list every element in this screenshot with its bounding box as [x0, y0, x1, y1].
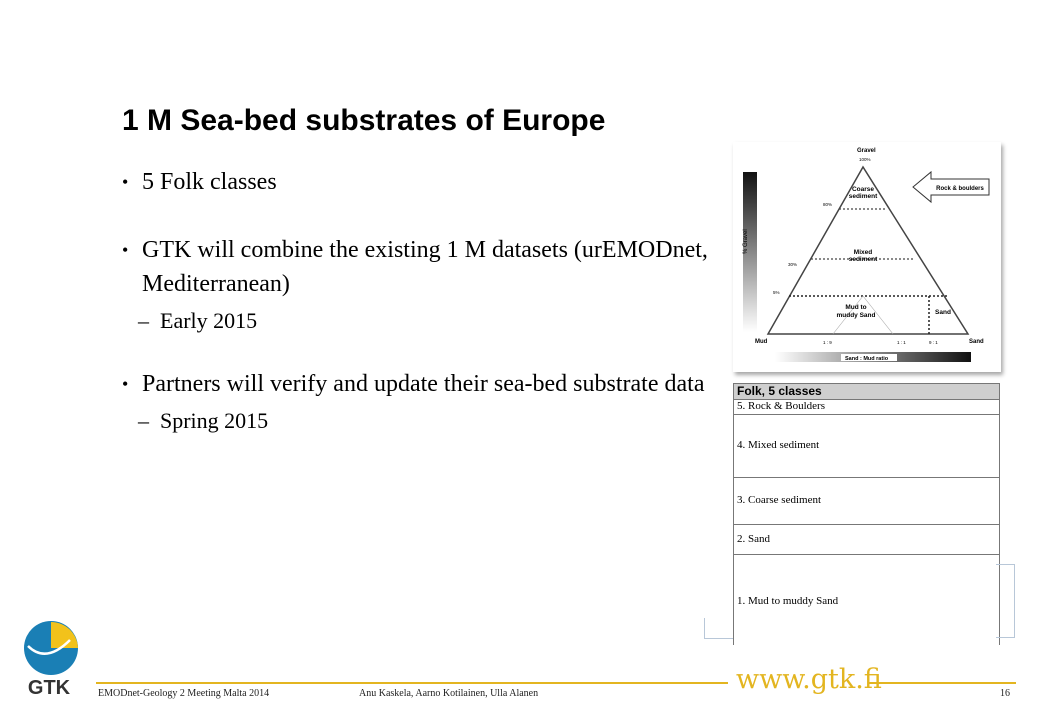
table-row: [734, 415, 999, 478]
footer-rule: [96, 682, 728, 684]
zone-mud-label: Mud to: [845, 304, 867, 311]
bullet-text: 5 Folk classes: [142, 169, 277, 195]
bullet-dot: •: [122, 172, 129, 192]
pct80-label: 80%: [823, 202, 833, 207]
table-cell: 3. Coarse sediment: [737, 494, 822, 506]
table-row: [734, 478, 999, 525]
table-cell: 1. Mud to muddy Sand: [737, 595, 839, 607]
bullet-text: Partners will verify and update their sea-bed substrate data: [142, 371, 705, 397]
zone-coarse-label: Coarse: [851, 186, 875, 193]
folk-table-header: Folk, 5 classes: [734, 383, 999, 400]
bullet-dot: •: [122, 240, 129, 260]
table-cell: 4. Mixed sediment: [737, 439, 820, 451]
footer-url[interactable]: www.gtk.fi: [736, 664, 882, 695]
bullet-item: [122, 233, 712, 301]
mud-corner-label: Mud: [755, 339, 768, 345]
pct30-label: 30%: [788, 262, 798, 267]
pct100-label: 100%: [859, 157, 871, 162]
sand-corner-label: Sand: [969, 339, 984, 345]
ratio-91-label: 9 : 1: [929, 340, 938, 345]
pct5-label: 5%: [773, 290, 780, 295]
table-cell: 2. Sand: [737, 533, 770, 545]
sub-bullet-text: Spring 2015: [160, 408, 269, 433]
ratio-11-label: 1 : 1: [897, 340, 906, 345]
footer-authors: Anu Kaskela, Aarno Kotilainen, Ulla Alanen: [359, 688, 539, 699]
bullet-dot: •: [122, 374, 129, 394]
frame-edge: [704, 618, 733, 639]
slide-title: 1 M Sea-bed substrates of Europe: [122, 104, 606, 137]
ternary-svg: [733, 142, 1001, 372]
sub-bullet-item: [122, 305, 712, 337]
gtk-logo-icon: [18, 620, 80, 700]
gtk-logo: [18, 620, 80, 700]
frame-edge: [996, 564, 1015, 638]
zone-mixed-label: Mixed: [853, 249, 873, 256]
table-row: [734, 525, 999, 555]
folk-classes-table: [733, 383, 1000, 645]
ratio-label: Sand : Mud ratio: [845, 356, 889, 362]
ratio-19-label: 1 : 9: [823, 340, 832, 345]
footer-rule: [868, 682, 1016, 684]
sub-bullet-dash: –: [138, 408, 149, 433]
gravel-axis-label: % Gravel: [743, 229, 749, 254]
bullet-item: [122, 165, 712, 199]
table-cell: 5. Rock & Boulders: [737, 400, 825, 412]
bullet-text: GTK will combine the existing 1 M datasets (urEMODnet, Mediterranean): [142, 237, 708, 297]
zone-mixed-label2: sediment: [848, 256, 878, 263]
rock-arrow-label: Rock & boulders: [936, 186, 984, 192]
zone-coarse-label2: sediment: [848, 193, 878, 200]
sub-bullet-item: [122, 405, 712, 437]
bullet-item: [122, 367, 712, 401]
gravel-apex-label: Gravel: [857, 148, 876, 154]
page-number: 16: [1000, 688, 1010, 699]
folk-ternary-diagram: [733, 142, 1001, 372]
zone-mud-label2: muddy Sand: [836, 312, 876, 319]
bullet-list: [122, 165, 712, 437]
sub-bullet-text: Early 2015: [160, 308, 258, 333]
table-row: [734, 400, 999, 415]
footer-meeting: EMODnet-Geology 2 Meeting Malta 2014: [98, 688, 270, 699]
zone-sand-label: Sand: [935, 309, 951, 316]
logo-text: GTK: [27, 677, 71, 699]
sub-bullet-dash: –: [138, 308, 149, 333]
table-row: [734, 555, 999, 645]
